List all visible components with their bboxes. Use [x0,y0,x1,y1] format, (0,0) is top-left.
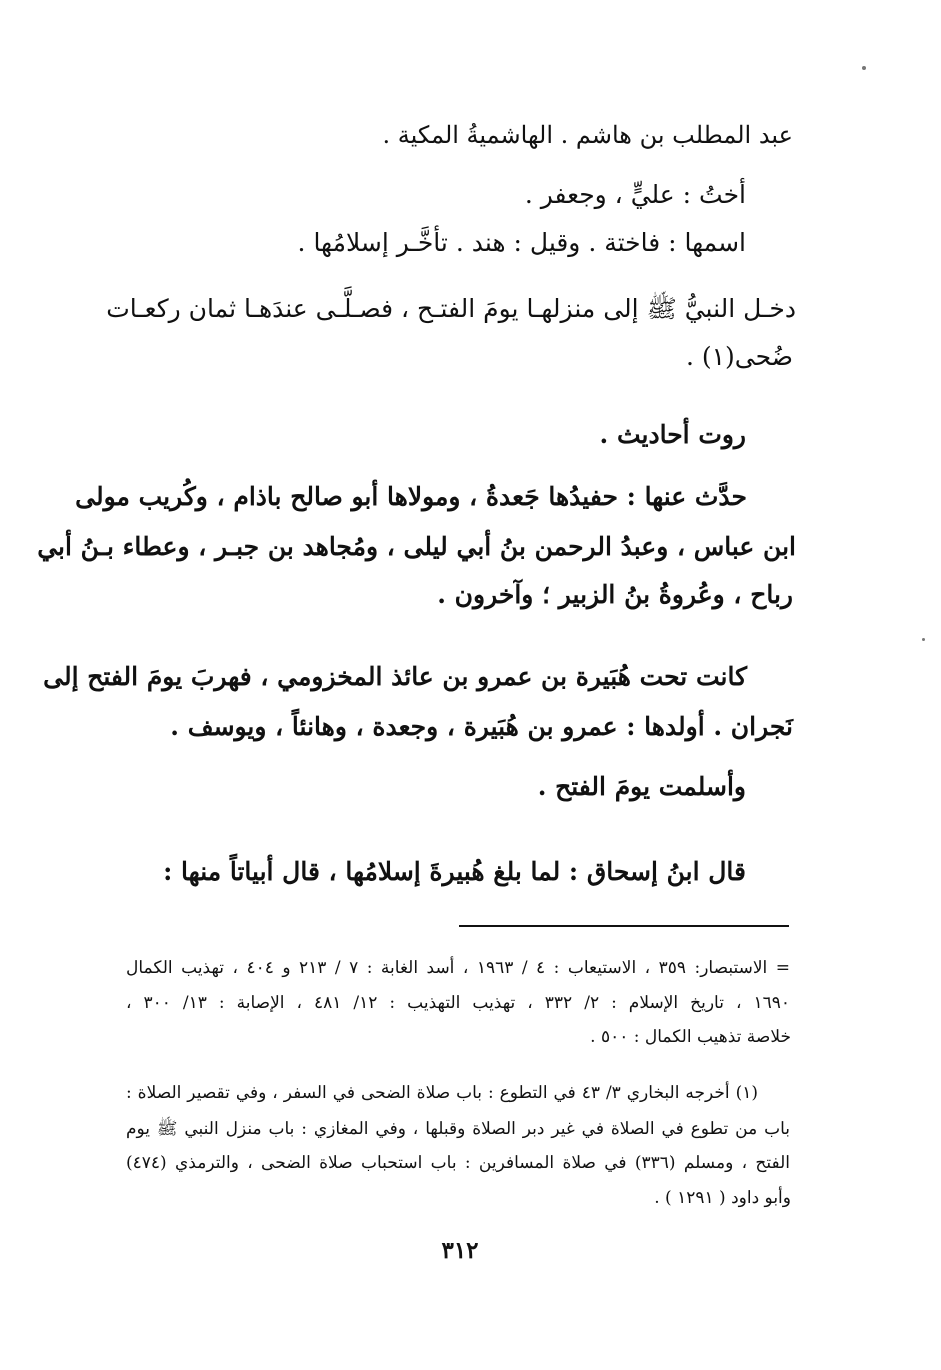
footnote-continuation-line-1: = الاستبصار: ٣٥٩ ، الاستيعاب : ٤ / ١٩٦٣ ، أسد الغابة : ٧ / ٢١٣ و ٤٠٤ ، تهذيب الكمال [126,958,790,978]
scan-speck [862,66,866,70]
scan-speck [922,638,925,641]
entry-line-2: أختُ : عليٍّ ، وجعفر . [524,180,746,209]
footnote-separator [459,925,789,927]
narrations-heading: روت أحاديث . [599,420,746,449]
footnote-continuation-line-2: ١٦٩٠ ، تاريخ الإسلام : ٢/ ٣٣٢ ، تهذيب التهذيب : ١٢/ ٤٨١ ، الإصابة : ١٣/ ٣٠٠ ، [126,993,790,1013]
paragraph-3-line-1: كانت تحت هُبَيرة بن عمرو بن عائذ المخزومي ، فهربَ يومَ الفتح إلى [43,662,747,691]
paragraph-2-line-1: حدَّث عنها : حفيدُها جَعدةُ ، ومولاها أبو صالح باذام ، وكُريب مولى [75,482,747,511]
page-number: ٣١٢ [441,1237,479,1264]
footnote-continuation-line-3: خلاصة تذهيب الكمال : ٥٠٠ . [590,1027,791,1047]
footnote-1-line-1: (١) أخرجه البخاري ٣/ ٤٣ في التطوع : باب صلاة الضحى في السفر ، وفي تقصير الصلاة : [126,1083,758,1103]
paragraph-5: قال ابنُ إسحاق : لما بلغ هُبيرةَ إسلامُها ، قال أبياتاً منها : [163,857,746,886]
paragraph-4: وأسلمت يومَ الفتح . [537,772,746,801]
paragraph-3-line-2: نَجران . أولدها : عمرو بن هُبَيرة ، وجعدة ، وهانئاً ، ويوسف . [170,712,793,741]
paragraph-1-line-2: ضُحى(١) . [685,342,793,371]
entry-line-3: اسمها : فاختة . وقيل : هند . تأخَّـر إسلامُها . [297,228,746,257]
paragraph-1-line-1: دخـل النبيُّ ﷺ إلى منزلهـا يومَ الفتـح ، فصـلَّـى عندَهـا ثمان ركعـات [106,294,796,323]
paragraph-2-line-3: رباح ، وعُروةُ بنُ الزبير ؛ وآخرون . [437,580,793,609]
entry-line-1: عبد المطلب بن هاشم . الهاشميةُ المكية . [382,121,793,149]
footnote-1-line-4: وأبو داود ( ١٢٩١ ) . [654,1188,791,1208]
footnote-1-line-3: الفتح ، ومسلم (٣٣٦) في صلاة المسافرين : باب استحباب صلاة الضحى ، والترمذي (٤٧٤) [126,1153,790,1173]
footnote-1-line-2: باب من تطوع في الصلاة في غير دبر الصلاة وقبلها ، وفي المغازي : باب منزل النبي ﷺ يوم [126,1119,790,1139]
paragraph-2-line-2: ابن عباس ، وعبدُ الرحمن بنُ أبي ليلى ، ومُجاهد بن جبـر ، وعطاء بـنُ أبي [37,532,796,561]
